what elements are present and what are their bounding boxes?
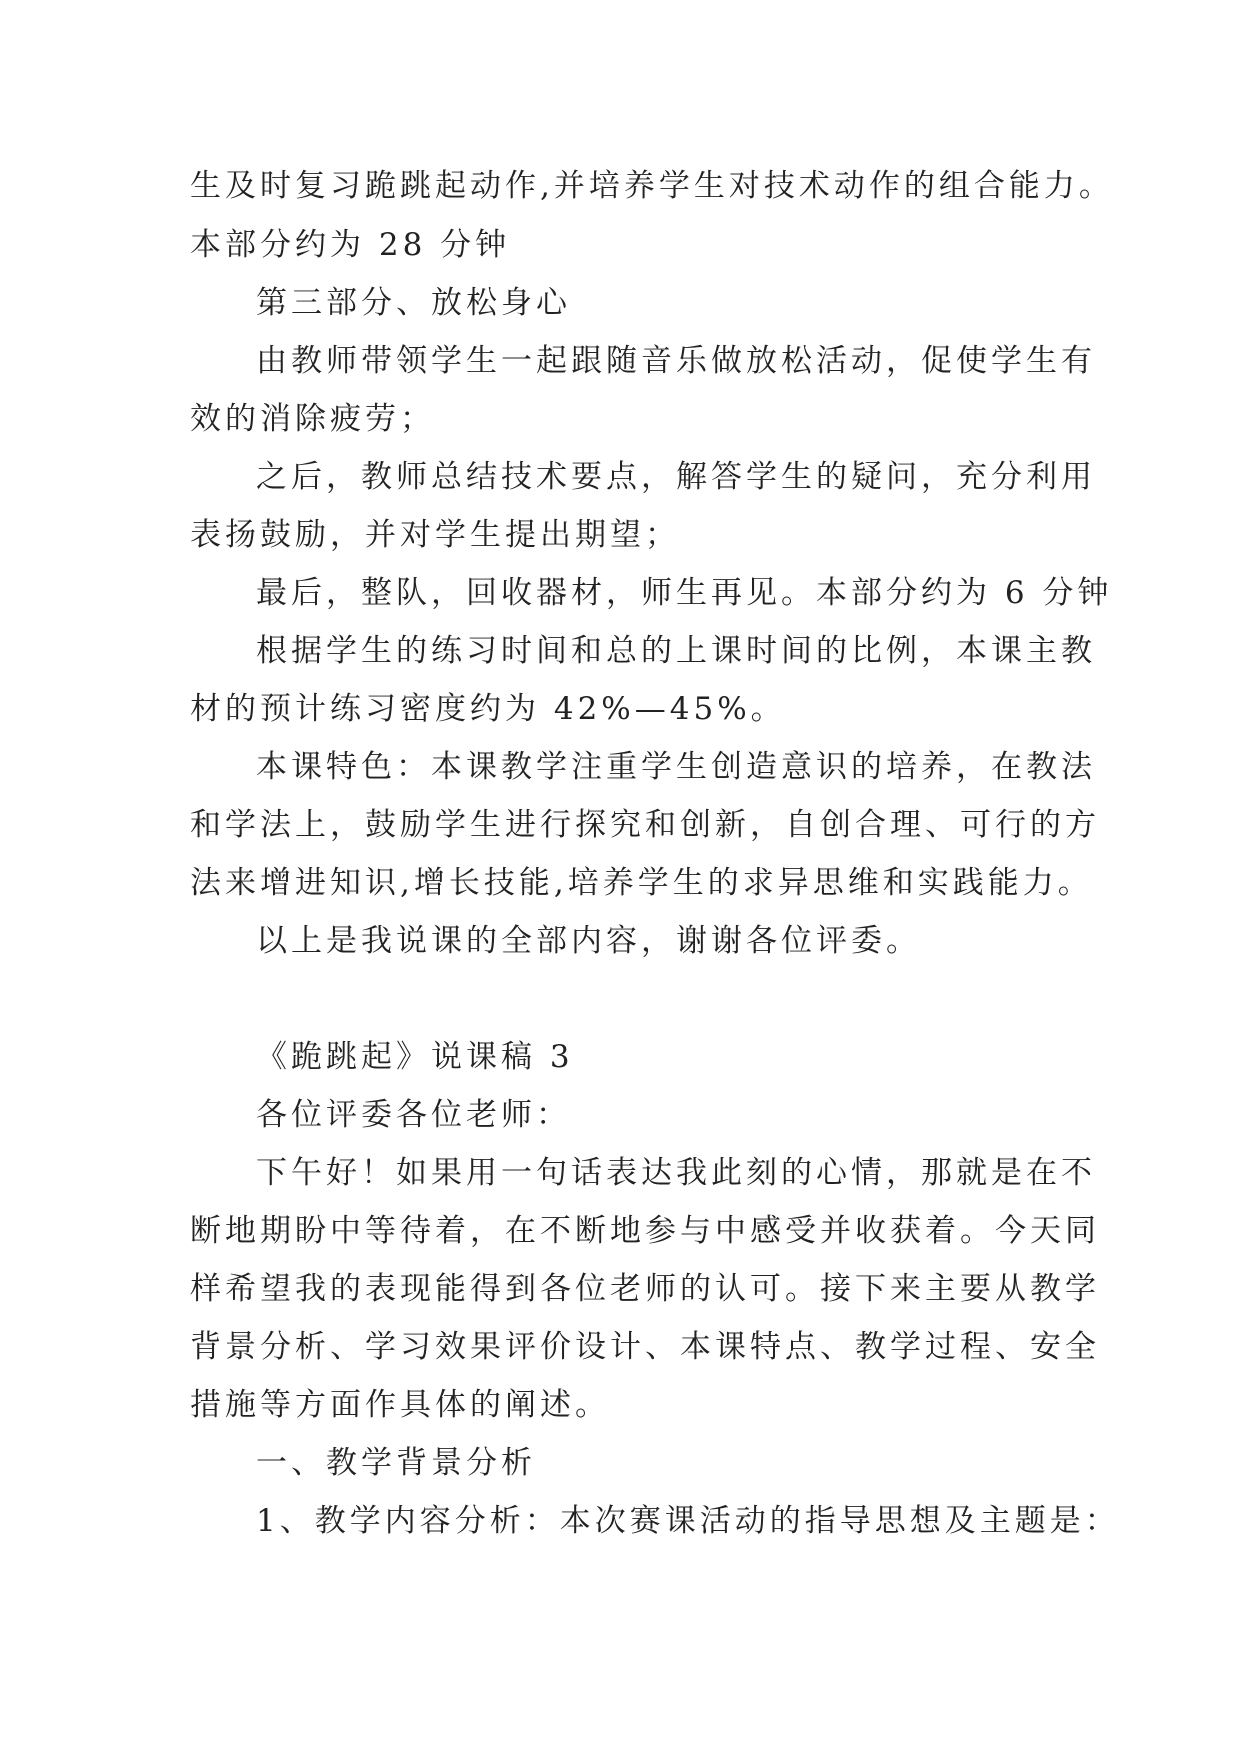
salutation: 各位评委各位老师： [256,1097,571,1133]
paragraph-line: 1、教学内容分析：本次赛课活动的指导思想及主题是： [256,1503,1120,1539]
paragraph-line: 最后，整队，回收器材，师生再见。本部分约为 6 分钟 [256,575,1113,611]
paragraph-line: 下午好！如果用一句话表达我此刻的心情，那就是在不 [256,1155,1096,1191]
paragraph-line: 之后，教师总结技术要点，解答学生的疑问，充分利用 [256,459,1096,495]
document-title: 《跪跳起》说课稿 3 [256,1039,574,1075]
paragraph-line: 法来增进知识,增长技能,培养学生的求异思维和实践能力。 [190,865,1093,901]
paragraph-line: 生及时复习跪跳起动作,并培养学生对技术动作的组合能力。 [190,168,1114,204]
paragraph-line: 由教师带领学生一起跟随音乐做放松活动，促使学生有 [256,343,1096,379]
paragraph-line: 背景分析、学习效果评价设计、本课特点、教学过程、安全 [190,1329,1100,1365]
paragraph-line: 表扬鼓励，并对学生提出期望； [190,517,680,553]
paragraph-line: 效的消除疲劳； [190,401,435,437]
paragraph-line: 断地期盼中等待着，在不断地参与中感受并收获着。今天同 [190,1213,1100,1249]
section-heading: 一、教学背景分析 [256,1445,536,1481]
paragraph-line: 本部分约为 28 分钟 [190,227,511,263]
paragraph-line: 样希望我的表现能得到各位老师的认可。接下来主要从教学 [190,1271,1100,1307]
paragraph-line: 和学法上，鼓励学生进行探究和创新，自创合理、可行的方 [190,807,1100,843]
paragraph-line: 根据学生的练习时间和总的上课时间的比例，本课主教 [256,633,1096,669]
section-heading: 第三部分、放松身心 [256,285,571,321]
paragraph-line: 材的预计练习密度约为 42%—45%。 [190,691,786,727]
paragraph-line: 本课特色：本课教学注重学生创造意识的培养，在教法 [256,749,1096,785]
paragraph-line: 以上是我说课的全部内容，谢谢各位评委。 [256,923,921,959]
paragraph-line: 措施等方面作具体的阐述。 [190,1387,610,1423]
